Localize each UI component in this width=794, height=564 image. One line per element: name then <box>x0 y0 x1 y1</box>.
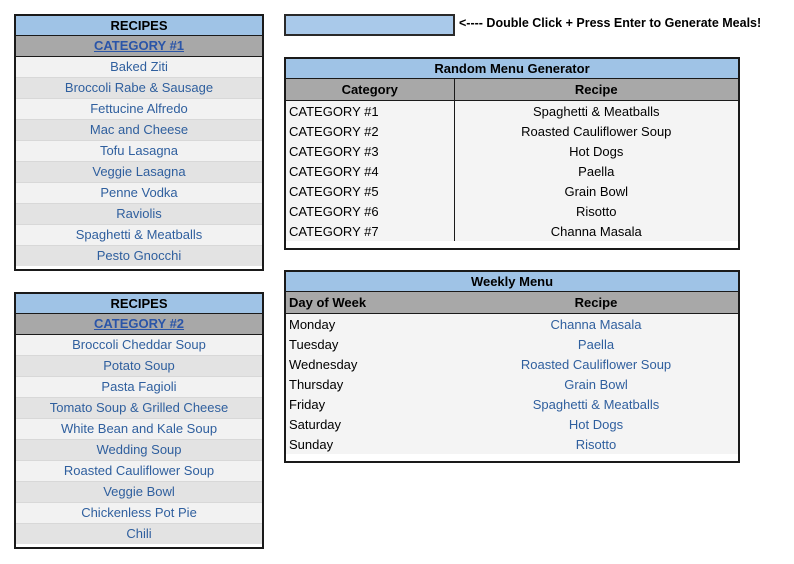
category-cell[interactable]: CATEGORY #4 <box>286 161 454 181</box>
weekly-header-row <box>286 292 738 314</box>
recipe-cell[interactable]: Roasted Cauliflower Soup <box>16 461 262 482</box>
category-cell[interactable]: CATEGORY #1 <box>286 101 454 122</box>
table-row <box>286 314 738 335</box>
recipe-list-2 <box>16 335 262 544</box>
recipe-cell[interactable]: Pesto Gnocchi <box>16 246 262 266</box>
recipe-cell[interactable]: Risotto <box>454 434 738 454</box>
recipe-cell[interactable]: Spaghetti & Meatballs <box>454 101 738 122</box>
table-row <box>286 161 738 181</box>
table-row <box>286 221 738 241</box>
day-cell[interactable]: Sunday <box>286 434 454 454</box>
weekly-title: Weekly Menu <box>286 272 738 292</box>
day-cell[interactable]: Thursday <box>286 374 454 394</box>
recipe-list-1 <box>16 57 262 266</box>
recipe-cell[interactable]: Hot Dogs <box>454 414 738 434</box>
generate-meals-cell[interactable] <box>284 14 455 36</box>
recipe-cell[interactable]: Channa Masala <box>454 314 738 335</box>
day-cell[interactable]: Saturday <box>286 414 454 434</box>
day-cell[interactable]: Wednesday <box>286 354 454 374</box>
recipes-panel-2 <box>14 292 264 549</box>
recipes-panel-1 <box>14 14 264 271</box>
weekly-menu <box>284 270 740 463</box>
table-row <box>286 141 738 161</box>
recipe-cell[interactable]: Mac and Cheese <box>16 120 262 141</box>
day-cell[interactable]: Tuesday <box>286 334 454 354</box>
recipe-cell[interactable]: Raviolis <box>16 204 262 225</box>
table-row <box>286 414 738 434</box>
generator-header-row <box>286 79 738 101</box>
recipe-cell[interactable]: Broccoli Rabe & Sausage <box>16 78 262 99</box>
category-cell[interactable]: CATEGORY #3 <box>286 141 454 161</box>
recipe-cell[interactable]: Hot Dogs <box>454 141 738 161</box>
category-column-header: Category <box>286 79 454 101</box>
category-cell[interactable]: CATEGORY #5 <box>286 181 454 201</box>
recipe-cell[interactable]: Tomato Soup & Grilled Cheese <box>16 398 262 419</box>
table-row <box>286 334 738 354</box>
table-row <box>286 181 738 201</box>
table-row <box>286 394 738 414</box>
recipe-cell[interactable]: Risotto <box>454 201 738 221</box>
table-row <box>286 201 738 221</box>
recipe-cell[interactable]: Veggie Bowl <box>16 482 262 503</box>
recipe-cell[interactable]: Chili <box>16 524 262 544</box>
recipe-cell[interactable]: Spaghetti & Meatballs <box>16 225 262 246</box>
recipe-cell[interactable]: Potato Soup <box>16 356 262 377</box>
generator-title: Random Menu Generator <box>286 59 738 79</box>
recipe-cell[interactable]: Broccoli Cheddar Soup <box>16 335 262 356</box>
table-row <box>286 121 738 141</box>
table-row <box>286 354 738 374</box>
recipe-cell[interactable]: Tofu Lasagna <box>16 141 262 162</box>
recipe-cell[interactable]: Fettucine Alfredo <box>16 99 262 120</box>
category-cell[interactable]: CATEGORY #7 <box>286 221 454 241</box>
recipe-cell[interactable]: Roasted Cauliflower Soup <box>454 121 738 141</box>
day-cell[interactable]: Friday <box>286 394 454 414</box>
recipe-cell[interactable]: Spaghetti & Meatballs <box>454 394 738 414</box>
table-row <box>286 101 738 122</box>
recipe-cell[interactable]: Penne Vodka <box>16 183 262 204</box>
recipe-cell[interactable]: Paella <box>454 161 738 181</box>
generator-table <box>286 79 738 241</box>
recipe-cell[interactable]: White Bean and Kale Soup <box>16 419 262 440</box>
recipe-cell[interactable]: Channa Masala <box>454 221 738 241</box>
recipe-cell[interactable]: Grain Bowl <box>454 374 738 394</box>
recipes-header: RECIPES <box>16 294 262 314</box>
category-cell[interactable]: CATEGORY #6 <box>286 201 454 221</box>
recipe-cell[interactable]: Wedding Soup <box>16 440 262 461</box>
table-row <box>286 434 738 454</box>
generate-instruction: <---- Double Click + Press Enter to Generate Meals! <box>459 16 762 30</box>
random-menu-generator <box>284 57 740 250</box>
recipe-cell[interactable]: Veggie Lasagna <box>16 162 262 183</box>
weekly-table <box>286 292 738 454</box>
recipe-column-header: Recipe <box>454 292 738 314</box>
recipes-header: RECIPES <box>16 16 262 36</box>
recipe-column-header: Recipe <box>454 79 738 101</box>
recipe-cell[interactable]: Chickenless Pot Pie <box>16 503 262 524</box>
recipe-cell[interactable]: Paella <box>454 334 738 354</box>
category-1-link[interactable]: CATEGORY #1 <box>16 36 262 57</box>
day-column-header: Day of Week <box>286 292 454 314</box>
category-cell[interactable]: CATEGORY #2 <box>286 121 454 141</box>
table-row <box>286 374 738 394</box>
recipe-cell[interactable]: Grain Bowl <box>454 181 738 201</box>
recipe-cell[interactable]: Pasta Fagioli <box>16 377 262 398</box>
category-2-link[interactable]: CATEGORY #2 <box>16 314 262 335</box>
recipe-cell[interactable]: Roasted Cauliflower Soup <box>454 354 738 374</box>
day-cell[interactable]: Monday <box>286 314 454 335</box>
recipe-cell[interactable]: Baked Ziti <box>16 57 262 78</box>
